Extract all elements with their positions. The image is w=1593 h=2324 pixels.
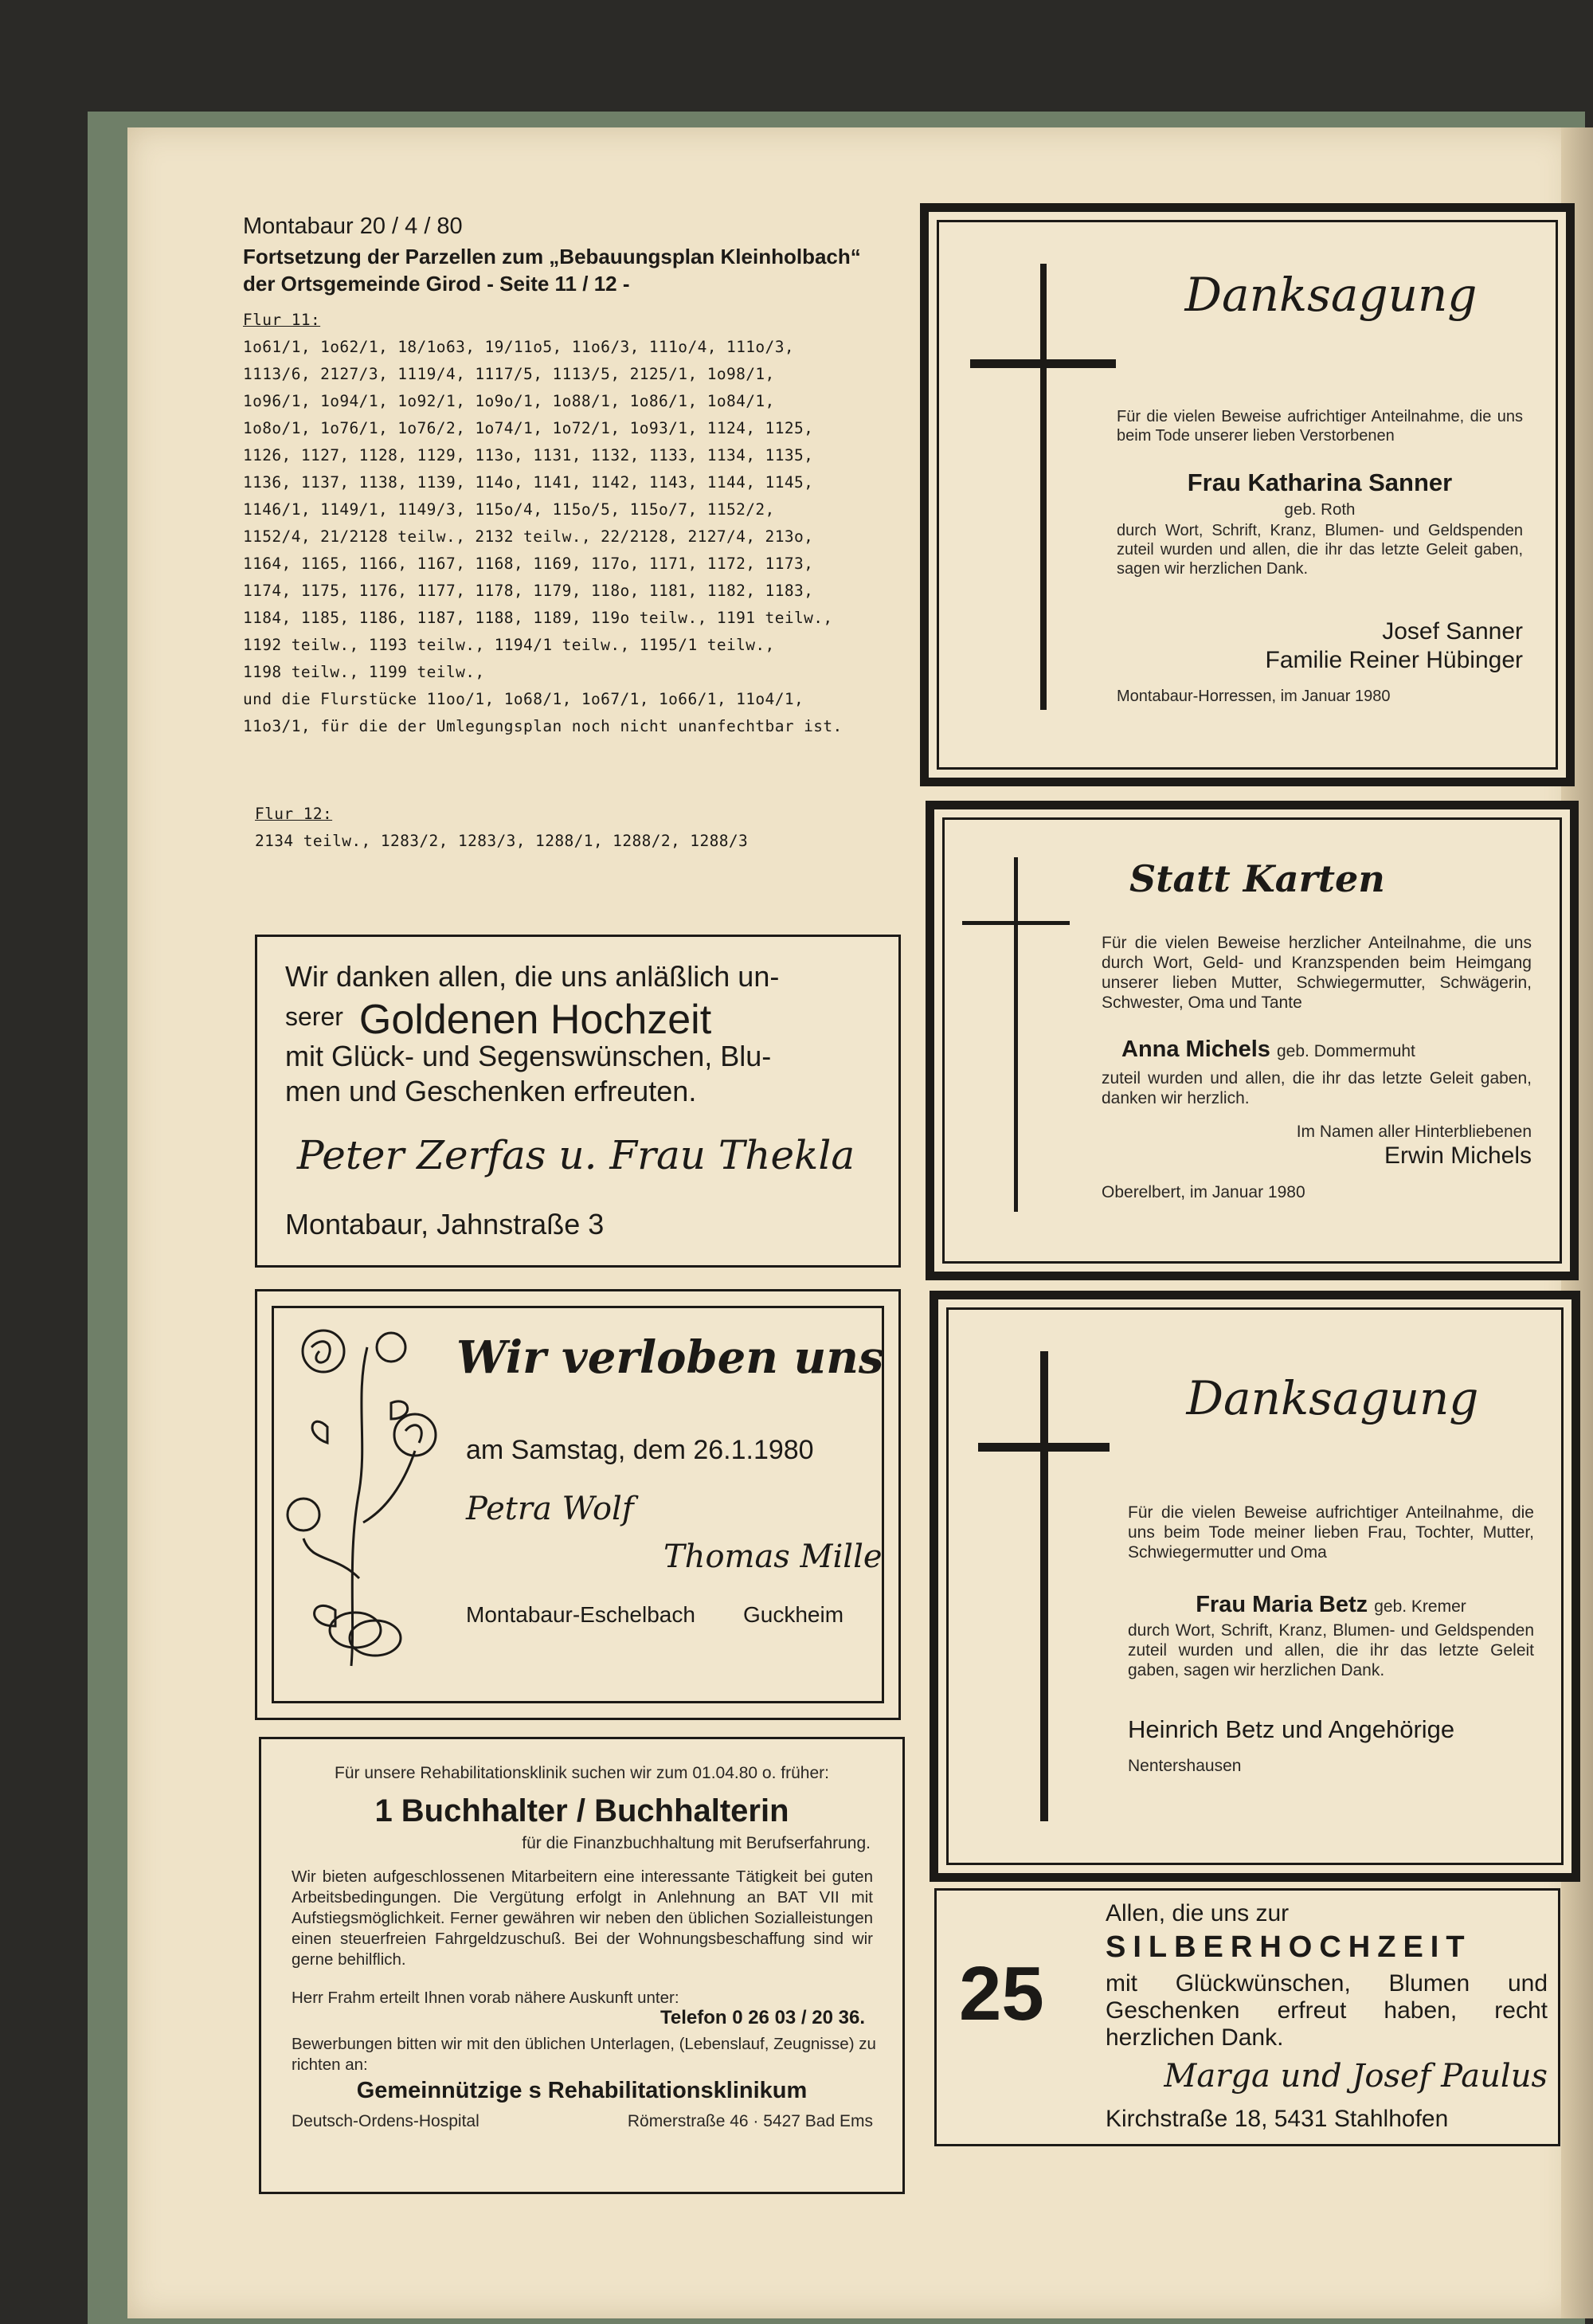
flur-11-line: 1174, 1175, 1176, 1177, 1178, 1179, 118o, 1181, 1182, 1183, — [243, 582, 814, 600]
flur-11-line: 1o8o/1, 1o76/1, 1o76/2, 1o74/1, 1o72/1, 1o93/1, 1124, 1125, — [243, 419, 814, 437]
silver-line1: Allen, die uns zur — [1106, 1900, 1290, 1926]
dank1-place: Montabaur-Horressen, im Januar 1980 — [1117, 688, 1391, 705]
flur-11-line: 1152/4, 21/2128 teilw., 2132 teilw., 22/2128, 2127/4, 213o, — [243, 527, 814, 546]
dank1-title: Danksagung — [1184, 268, 1478, 322]
roses-illustration-icon — [280, 1315, 439, 1682]
engage-place1: Montabaur-Eschelbach — [466, 1602, 695, 1627]
engage-date: am Samstag, dem 26.1.1980 — [466, 1435, 814, 1465]
silver-address: Kirchstraße 18, 5431 Stahlhofen — [1106, 2106, 1449, 2132]
statt-sign2: Erwin Michels — [1384, 1142, 1532, 1169]
flur-11-line: 1o96/1, 1o94/1, 1o92/1, 1o9o/1, 1o88/1, 1o86/1, 1o84/1, — [243, 392, 775, 410]
dank2-geb: geb. Kremer — [1374, 1597, 1466, 1616]
silver-signature: Marga und Josef Paulus — [1164, 2058, 1548, 2095]
job-ad — [259, 1737, 905, 2194]
obituary-thanks-betz — [930, 1291, 1580, 1882]
flur-12-line: 2134 teilw., 1283/2, 1283/3, 1288/1, 1288/2, 1288/3 — [255, 832, 749, 850]
flur-12-heading: Flur 12: — [255, 805, 333, 823]
flur-11-line: und die Flurstücke 11oo/1, 1o68/1, 1o67/1, 1o66/1, 11o4/1, — [243, 690, 804, 708]
flur-11-line: 1146/1, 1149/1, 1149/3, 115o/4, 115o/5, 115o/7, 1152/2, — [243, 500, 775, 519]
gold-line1: Wir danken allen, die uns anläßlich un- — [285, 960, 780, 993]
notice-title: Fortsetzung der Parzellen zum „Bebauungsplan Kleinholbach“ — [243, 245, 861, 268]
job-address: Römerstraße 46 · 5427 Bad Ems — [627, 2112, 873, 2130]
statt-text1: Für die vielen Beweise herzlicher Anteilnahme, die uns durch Wort, Geld- und Kranzspenden beim Heimgang unserer lieben Mutter, Schwiegermutter, Schwägerin, Schwester, Oma und Tante — [1102, 934, 1532, 1012]
cross-icon — [1040, 1351, 1048, 1821]
dank1-geb: geb. Roth — [1284, 500, 1356, 519]
flur-11-line: 1192 teilw., 1193 teilw., 1194/1 teilw., 1195/1 teilw., — [243, 636, 775, 654]
flur-11-line: 11o3/1, für die der Umlegungsplan noch nicht unanfechtbar ist. — [243, 717, 843, 735]
obituary-thanks-michels — [926, 801, 1579, 1280]
silver-title: SILBERHOCHZEIT — [1106, 1930, 1472, 1964]
statt-name: Anna Michels — [1121, 1037, 1270, 1062]
flur-11-heading: Flur 11: — [243, 311, 321, 329]
flur-11-line: 1164, 1165, 1166, 1167, 1168, 1169, 117o, 1171, 1172, 1173, — [243, 555, 814, 573]
flur-12 — [255, 801, 924, 855]
flur-11-lines — [243, 334, 928, 740]
gold-signature: Peter Zerfas u. Frau Thekla — [296, 1132, 855, 1178]
silver-number: 25 — [959, 1951, 1044, 2036]
statt-text2: zuteil wurden und allen, die ihr das letzte Geleit gaben, danken wir herzlich. — [1102, 1069, 1532, 1107]
job-apply: Bewerbungen bitten wir mit den üblichen Unterlagen, (Lebenslauf, Zeugnisse) zu richten an: — [292, 2035, 876, 2074]
engage-place2: Guckheim — [743, 1602, 844, 1627]
notice-date: Montabaur 20 / 4 / 80 — [243, 214, 463, 239]
obituary-thanks-sanner — [920, 203, 1575, 786]
dank2-place: Nentershausen — [1128, 1757, 1242, 1775]
dank1-name: Frau Katharina Sanner — [1187, 468, 1453, 496]
statt-sign1: Im Namen aller Hinterbliebenen — [1296, 1123, 1532, 1141]
job-title: 1 Buchhalter / Buchhalterin — [374, 1793, 789, 1828]
dank2-sign: Heinrich Betz und Angehörige — [1128, 1715, 1455, 1743]
job-org: Gemeinnützige s Rehabilitationsklinikum — [356, 2078, 808, 2103]
engagement-ad — [255, 1289, 901, 1720]
engage-name1: Petra Wolf — [466, 1491, 634, 1527]
engage-title: Wir verloben uns — [456, 1331, 884, 1384]
engage-name2: Thomas Mille — [663, 1538, 883, 1575]
cross-icon — [1014, 857, 1018, 1212]
flur-11-line: 1198 teilw., 1199 teilw., — [243, 663, 485, 681]
dank2-text2: durch Wort, Schrift, Kranz, Blumen- und Geldspenden zuteil wurden und allen, die ihr das letzte Geleit gaben, sagen wir herzlichen Dank. — [1128, 1621, 1534, 1679]
job-phone: Telefon 0 26 03 / 20 36. — [660, 2007, 865, 2028]
job-subtitle: für die Finanzbuchhaltung mit Berufserfahrung. — [522, 1834, 871, 1852]
flur-11-line: 1136, 1137, 1138, 1139, 114o, 1141, 1142, 1143, 1144, 1145, — [243, 473, 814, 492]
gold-line4: men und Geschenken erfreuten. — [285, 1075, 697, 1107]
gold-serer: serer — [285, 1002, 343, 1031]
statt-geb: geb. Dommermuht — [1277, 1042, 1415, 1060]
dank2-text1: Für die vielen Beweise aufrichtiger Anteilnahme, die uns beim Tode meiner lieben Frau, Tochter, Mutter, Schwiegermutter und Oma — [1128, 1503, 1534, 1562]
job-body: Wir bieten aufgeschlossenen Mitarbeitern eine interessante Tätigkeit bei guten Arbeitsbedingungen. Die Vergütung erfolgt in Anlehnung an BAT VII mit Aufstiegsmöglichkeit. Ferner gewähren wir neben den üblichen Sozialleistungen einen steuerfreien Fahrgeldzuschuß. Bei der Wohnungsbeschaffung sind wir gerne behilflich. — [292, 1867, 873, 1969]
gold-line3: mit Glück- und Segenswünschen, Blu- — [285, 1040, 772, 1072]
gold-address: Montabaur, Jahnstraße 3 — [285, 1208, 605, 1240]
silver-line3: mit Glückwünschen, Blumen und Geschenken erfreut haben, recht herzlichen Dank. — [1106, 1970, 1548, 2051]
parcel-notice — [243, 214, 928, 740]
flur-11-line: 1184, 1185, 1186, 1187, 1188, 1189, 119o teilw., 1191 teilw., — [243, 609, 833, 627]
dank1-text2: durch Wort, Schrift, Kranz, Blumen- und Geldspenden zuteil wurden und allen, die ihr das letzte Geleit gaben, sagen wir herzlichen Dank. — [1117, 522, 1523, 578]
gold-title: Goldenen Hochzeit — [358, 997, 712, 1043]
dank2-name: Frau Maria Betz — [1196, 1592, 1368, 1617]
statt-place: Oberelbert, im Januar 1980 — [1102, 1183, 1305, 1201]
golden-wedding-ad — [255, 935, 901, 1268]
notice-subtitle: der Ortsgemeinde Girod - Seite 11 / 12 - — [243, 272, 630, 296]
dank1-sign2: Familie Reiner Hübinger — [1265, 647, 1523, 673]
flur-11-line: 1o61/1, 1o62/1, 18/1o63, 19/11o5, 11o6/3, 111o/4, 111o/3, — [243, 338, 794, 356]
cross-icon — [1040, 264, 1047, 710]
flur-11-line: 1126, 1127, 1128, 1129, 113o, 1131, 1132, 1133, 1134, 1135, — [243, 446, 814, 464]
job-intro: Für unsere Rehabilitationsklinik suchen wir zum 01.04.80 o. früher: — [335, 1764, 829, 1782]
dank1-text1: Für die vielen Beweise aufrichtiger Anteilnahme, die uns beim Tode unserer lieben Verstorbenen — [1117, 408, 1523, 445]
job-contact: Herr Frahm erteilt Ihnen vorab nähere Auskunft unter: — [292, 1989, 679, 2007]
dank1-sign1: Josef Sanner — [1382, 618, 1523, 645]
dank2-title: Danksagung — [1186, 1371, 1479, 1425]
job-org-sub: Deutsch-Ordens-Hospital — [292, 2112, 479, 2130]
flur-11-line: 1113/6, 2127/3, 1119/4, 1117/5, 1113/5, 2125/1, 1o98/1, — [243, 365, 775, 383]
statt-title: Statt Karten — [1129, 857, 1385, 900]
silver-wedding-ad — [934, 1888, 1560, 2146]
